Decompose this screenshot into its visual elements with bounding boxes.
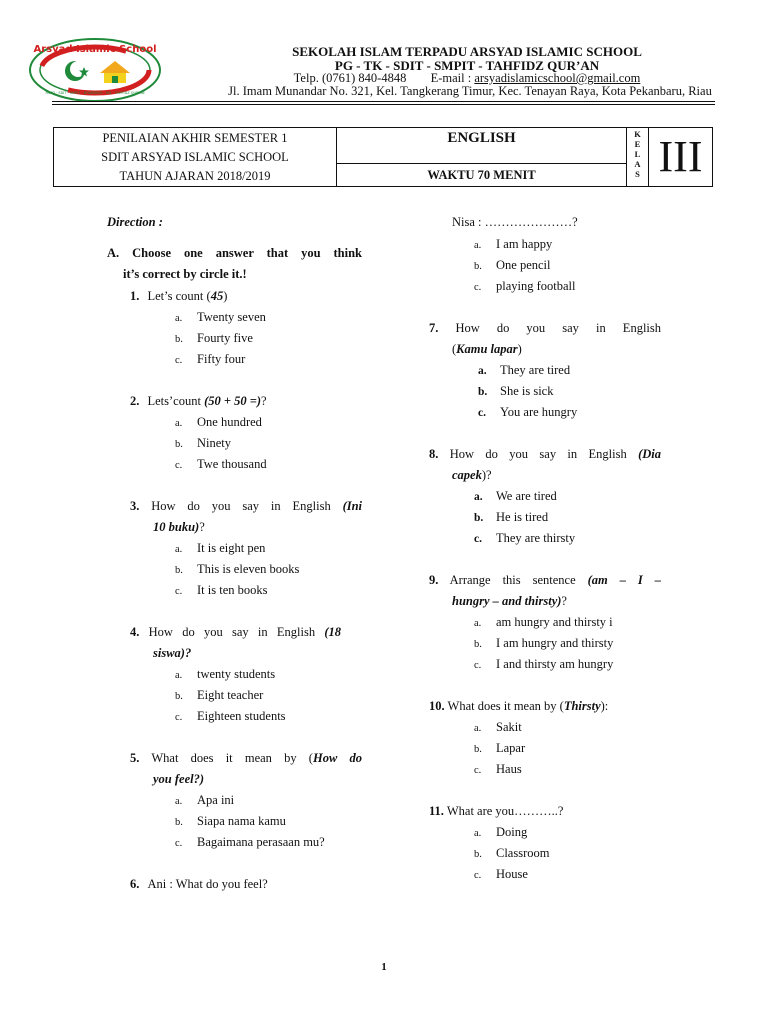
question-2: 2. Lets’count (50 + 50 =)?: [130, 394, 267, 408]
exam-title: PENILAIAN AKHIR SEMESTER 1: [102, 131, 288, 145]
section-a-instruction-2: it’s correct by circle it.!: [123, 267, 247, 281]
page-number: 1: [381, 961, 387, 973]
question-5-cont: you feel?): [153, 772, 205, 786]
question-9: 9. Arrange this sentence (am – I –: [429, 573, 662, 587]
kelas-label: K E L A S: [627, 128, 649, 186]
q5-option-c[interactable]: c. Bagaimana perasaan mu?: [175, 835, 325, 849]
logo-subtext: PAUD · SDIT · SMPIT · BOARDING · MA · TAHFIDZ QUR'AN: [45, 91, 145, 95]
q3-option-a[interactable]: a. It is eight pen: [175, 541, 266, 555]
header-rule-2: [52, 104, 715, 105]
question-8-cont: capek)?: [452, 468, 492, 482]
q9-option-a[interactable]: a. am hungry and thirsty i: [474, 615, 613, 629]
question-3: 3. How do you say in English (Ini: [130, 499, 363, 513]
logo-text: Arsyad Islamic School: [33, 44, 157, 55]
q1-option-a[interactable]: a. Twenty seven: [175, 310, 266, 324]
header-rule: [52, 101, 715, 102]
grade-value: III: [658, 132, 703, 181]
question-4-cont: siswa)?: [153, 646, 192, 660]
school-email[interactable]: arsyadislamicschool@gmail.com: [474, 71, 641, 85]
question-4: 4. How do you say in English (18: [130, 625, 342, 639]
question-6-cont: Nisa : …………………?: [452, 215, 578, 229]
question-11: 11. What are you………..?: [429, 804, 564, 818]
q3-option-b[interactable]: b. This is eleven books: [175, 562, 300, 576]
direction-label: Direction :: [107, 215, 163, 229]
q7-option-c[interactable]: c. You are hungry: [478, 405, 578, 419]
exam-info-cell: [54, 128, 337, 186]
school-logo: [28, 37, 162, 103]
q8-option-c[interactable]: c. They are thirsty: [474, 531, 576, 545]
question-9-cont: hungry – and thirsty)?: [452, 594, 567, 608]
q8-option-b[interactable]: b. He is tired: [474, 510, 549, 524]
q1-option-c[interactable]: c. Fifty four: [175, 352, 246, 366]
q9-option-c[interactable]: c. I and thirsty am hungry: [474, 657, 614, 671]
q6-option-b[interactable]: b. One pencil: [474, 258, 551, 272]
school-address: Jl. Imam Munandar No. 321, Kel. Tangkerang Timur, Kec. Tenayan Raya, Kota Pekanbaru, Riau: [228, 84, 712, 98]
question-7: 7. How do you say in English: [429, 321, 662, 335]
q8-option-a[interactable]: a. We are tired: [474, 489, 557, 503]
school-header: [196, 45, 738, 73]
exam-year: TAHUN AJARAN 2018/2019: [119, 169, 271, 183]
q10-option-a[interactable]: a. Sakit: [474, 720, 522, 734]
q6-option-a[interactable]: a. I am happy: [474, 237, 553, 251]
exam-header-table: [53, 127, 713, 187]
question-1: 1. Let’s count (45): [130, 289, 228, 303]
q10-option-b[interactable]: b. Lapar: [474, 741, 526, 755]
q4-option-b[interactable]: b. Eight teacher: [175, 688, 264, 702]
q9-option-b[interactable]: b. I am hungry and thirsty: [474, 636, 614, 650]
q2-option-b[interactable]: b. Ninety: [175, 436, 232, 450]
school-levels: PG - TK - SDIT - SMPIT - TAHFIDZ QUR’AN: [334, 58, 600, 73]
q4-option-c[interactable]: c. Eighteen students: [175, 709, 286, 723]
q3-option-c[interactable]: c. It is ten books: [175, 583, 268, 597]
q7-option-b[interactable]: b. She is sick: [478, 384, 554, 398]
section-a-instruction: A. Choose one answer that you think: [107, 246, 363, 260]
exam-duration: WAKTU 70 MENIT: [427, 168, 536, 182]
q11-option-b[interactable]: b. Classroom: [474, 846, 550, 860]
question-10: 10. What does it mean by (Thirsty):: [429, 699, 609, 713]
q2-option-a[interactable]: a. One hundred: [175, 415, 262, 429]
subject-name: ENGLISH: [337, 128, 626, 164]
q1-option-b[interactable]: b. Fourty five: [175, 331, 253, 345]
q11-option-a[interactable]: a. Doing: [474, 825, 528, 839]
question-8: 8. How do you say in English (Dia: [429, 447, 662, 461]
email-label: E-mail :: [430, 71, 472, 85]
q5-option-b[interactable]: b. Siapa nama kamu: [175, 814, 286, 828]
school-phone: Telp. (0761) 840-4848: [293, 71, 407, 85]
school-name: SEKOLAH ISLAM TERPADU ARSYAD ISLAMIC SCHOOL: [292, 44, 642, 59]
question-6: 6. Ani : What do you feel?: [130, 877, 268, 891]
q10-option-c[interactable]: c. Haus: [474, 762, 522, 776]
question-3-cont: 10 buku)?: [153, 520, 205, 534]
subject-cell: [337, 128, 627, 186]
q7-option-a[interactable]: a. They are tired: [478, 363, 571, 377]
question-7-cont: (Kamu lapar): [452, 342, 522, 356]
school-contact: [196, 71, 738, 85]
q6-option-c[interactable]: c. playing football: [474, 279, 576, 293]
question-5: 5. What does it mean by (How do: [130, 751, 362, 765]
exam-school: SDIT ARSYAD ISLAMIC SCHOOL: [101, 150, 289, 164]
q2-option-c[interactable]: c. Twe thousand: [175, 457, 267, 471]
q5-option-a[interactable]: a. Apa ini: [175, 793, 235, 807]
q4-option-a[interactable]: a. twenty students: [175, 667, 276, 681]
q11-option-c[interactable]: c. House: [474, 867, 528, 881]
